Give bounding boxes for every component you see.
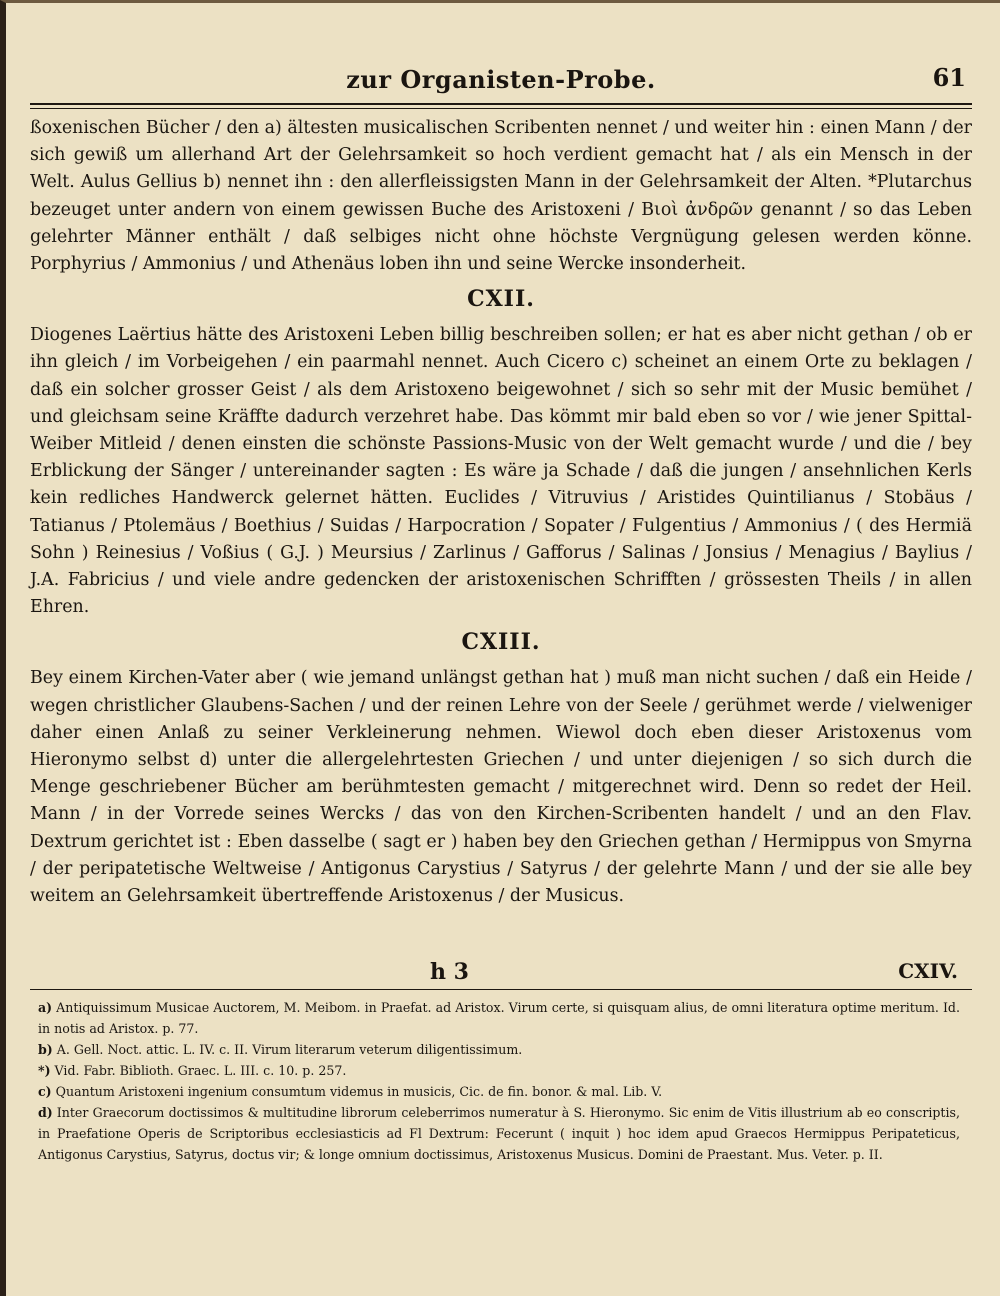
header-rule <box>30 103 972 109</box>
footnote-b <box>38 1039 960 1060</box>
footnote-text: Inter Graecorum doctissimos & multitudine librorum celeberrimos numeratur à S. Hieronymo. Sic enim de Vitis illustrium ab eo conscriptis, in Praefatione Operis de Scriptoribus ecclesiasticis ad Fl Dextrum: Fecerunt ( inquit ) hoc idem apud Graecos Hermippus Peripateticus, Antigonus Carystius, Satyrus, doctus vir; & longe omnium doctissimus, Aristoxenus Musicus. Domini de Praestant. Mus. Veter. p. II. <box>38 1105 960 1162</box>
footnote-text: Quantum Aristoxeni ingenium consumtum videmus in musicis, Cic. de fin. bonor. & mal. Lib. V. <box>55 1084 663 1099</box>
section-number-cxii: CXII. <box>467 286 535 313</box>
section-number-cxiii: CXIII. <box>461 629 541 656</box>
footnote-label: c) <box>38 1084 52 1099</box>
footnote-label: b) <box>38 1042 53 1057</box>
page-header <box>30 63 972 99</box>
footnote-a <box>38 997 960 1039</box>
footnote-c <box>38 1081 960 1102</box>
page-footer <box>30 959 972 989</box>
footnote-text: Antiquissimum Musicae Auctorem, M. Meibom. in Praefat. ad Aristox. Virum certe, si quisquam alius, de omni literatura optime meritum. Id. in notis ad Aristox. p. 77. <box>38 1000 960 1036</box>
footnote-d <box>38 1102 960 1165</box>
footnote-rule <box>30 989 972 990</box>
paragraph-cxii: Diogenes Laërtius hätte des Aristoxeni Leben billig beschreiben sollen; er hat es aber nicht gethan / ob er ihn gleich / im Vorbeigehen / ein paarmahl nennet. Auch Cicero c) scheinet an einem Orte zu beklagen / daß ein solcher grosser Geist / als dem Aristoxeno beigewohnet / sich so sehr mit der Music bemühet / und gleichsam seine Kräffte dadurch verzehret habe. Das kömmt mir bald eben so vor / wie jener Spittal-Weiber Mitleid / denen einsten die schönste Passions-Music von der Welt gemacht wurde / und die / bey Erblickung der Sänger / untereinander sagten : Es wäre ja Schade / daß die jungen / ansehnlichen Kerls kein redliches Handwerck gelernet hätten. Euclides / Vitruvius / Aristides Quintilianus / Stobäus / Tatianus / Ptolemäus / Boethius / Suidas / Harpocration / Sopater / Fulgentius / Ammonius / ( des Hermiä Sohn ) Reinesius / Voßius ( G.J. ) Meursius / Zarlinus / Gafforus / Salinas / Jonsius / Menagius / Baylius / J.A. Fabricius / und viele andre gedencken der aristoxenischen Schrifften / grössesten Theils / in allen Ehren. <box>30 325 972 618</box>
signature-mark: h 3 <box>430 959 469 985</box>
footnote-label: *) <box>38 1063 51 1078</box>
paragraph-continuation: ßoxenischen Bücher / den a) ältesten musicalischen Scribenten nennet / und weiter hin : einen Mann / der sich gewiß um allerhand Art der Gelehrsamkeit so hoch verdient gemacht hat / als ein Mensch in der Welt. Aulus Gellius b) nennet ihn : den allerfleissigsten Mann in der Gelehrsamkeit der Alten. *Plutarchus bezeuget unter andern von einem gewissen Buche des Aristoxeni / Βιοὶ ἀνδρῶν genannt / so das Leben gelehrter Männer enthält / daß selbiges nicht ohne höchste Vergnügung gelesen werden könne. Porphyrius / Ammonius / und Athenäus loben ihn und seine Wercke insonderheit. <box>30 118 972 275</box>
footnote-text: Vid. Fabr. Biblioth. Graec. L. III. c. 10. p. 257. <box>54 1063 347 1078</box>
catchword: CXIV. <box>898 959 958 983</box>
page-number: 61 <box>932 63 966 92</box>
paragraph-cxiii: Bey einem Kirchen-Vater aber ( wie jemand unlängst gethan hat ) muß man nicht suchen / daß ein Heide / wegen christlicher Glaubens-Sachen / und der reinen Lehre von der Seele / gerühmet werde / vielweniger daher einen Anlaß zu seiner Verkleinerung nehmen. Wiewol doch eben dieser Aristoxenus vom Hieronymo selbst d) unter die allergelehrtesten Griechen / und unter diejenigen / so sich durch die Menge geschriebener Bücher am berühmtesten gemacht / mitgerechnet wird. Denn so redet der Heil. Mann / in der Vorrede seines Wercks / das von den Kirchen-Scribenten handelt / und an den Flav. Dextrum gerichtet ist : Eben dasselbe ( sagt er ) haben bey den Griechen gethan / Hermippus von Smyrna / der peripatetische Weltweise / Antigonus Carystius / Satyrus / der gelehrte Mann / und der sie alle bey weitem an Gelehrsamkeit übertreffende Aristoxenus / der Musicus. <box>30 668 972 907</box>
main-text <box>30 115 972 910</box>
footnote-star <box>38 1060 960 1081</box>
footnotes <box>38 997 960 1165</box>
footnote-text: A. Gell. Noct. attic. L. IV. c. II. Virum literarum veterum diligentissimum. <box>56 1042 523 1057</box>
footnote-label: d) <box>38 1105 53 1120</box>
footnote-label: a) <box>38 1000 53 1015</box>
running-head: zur Organisten-Probe. <box>346 65 656 94</box>
